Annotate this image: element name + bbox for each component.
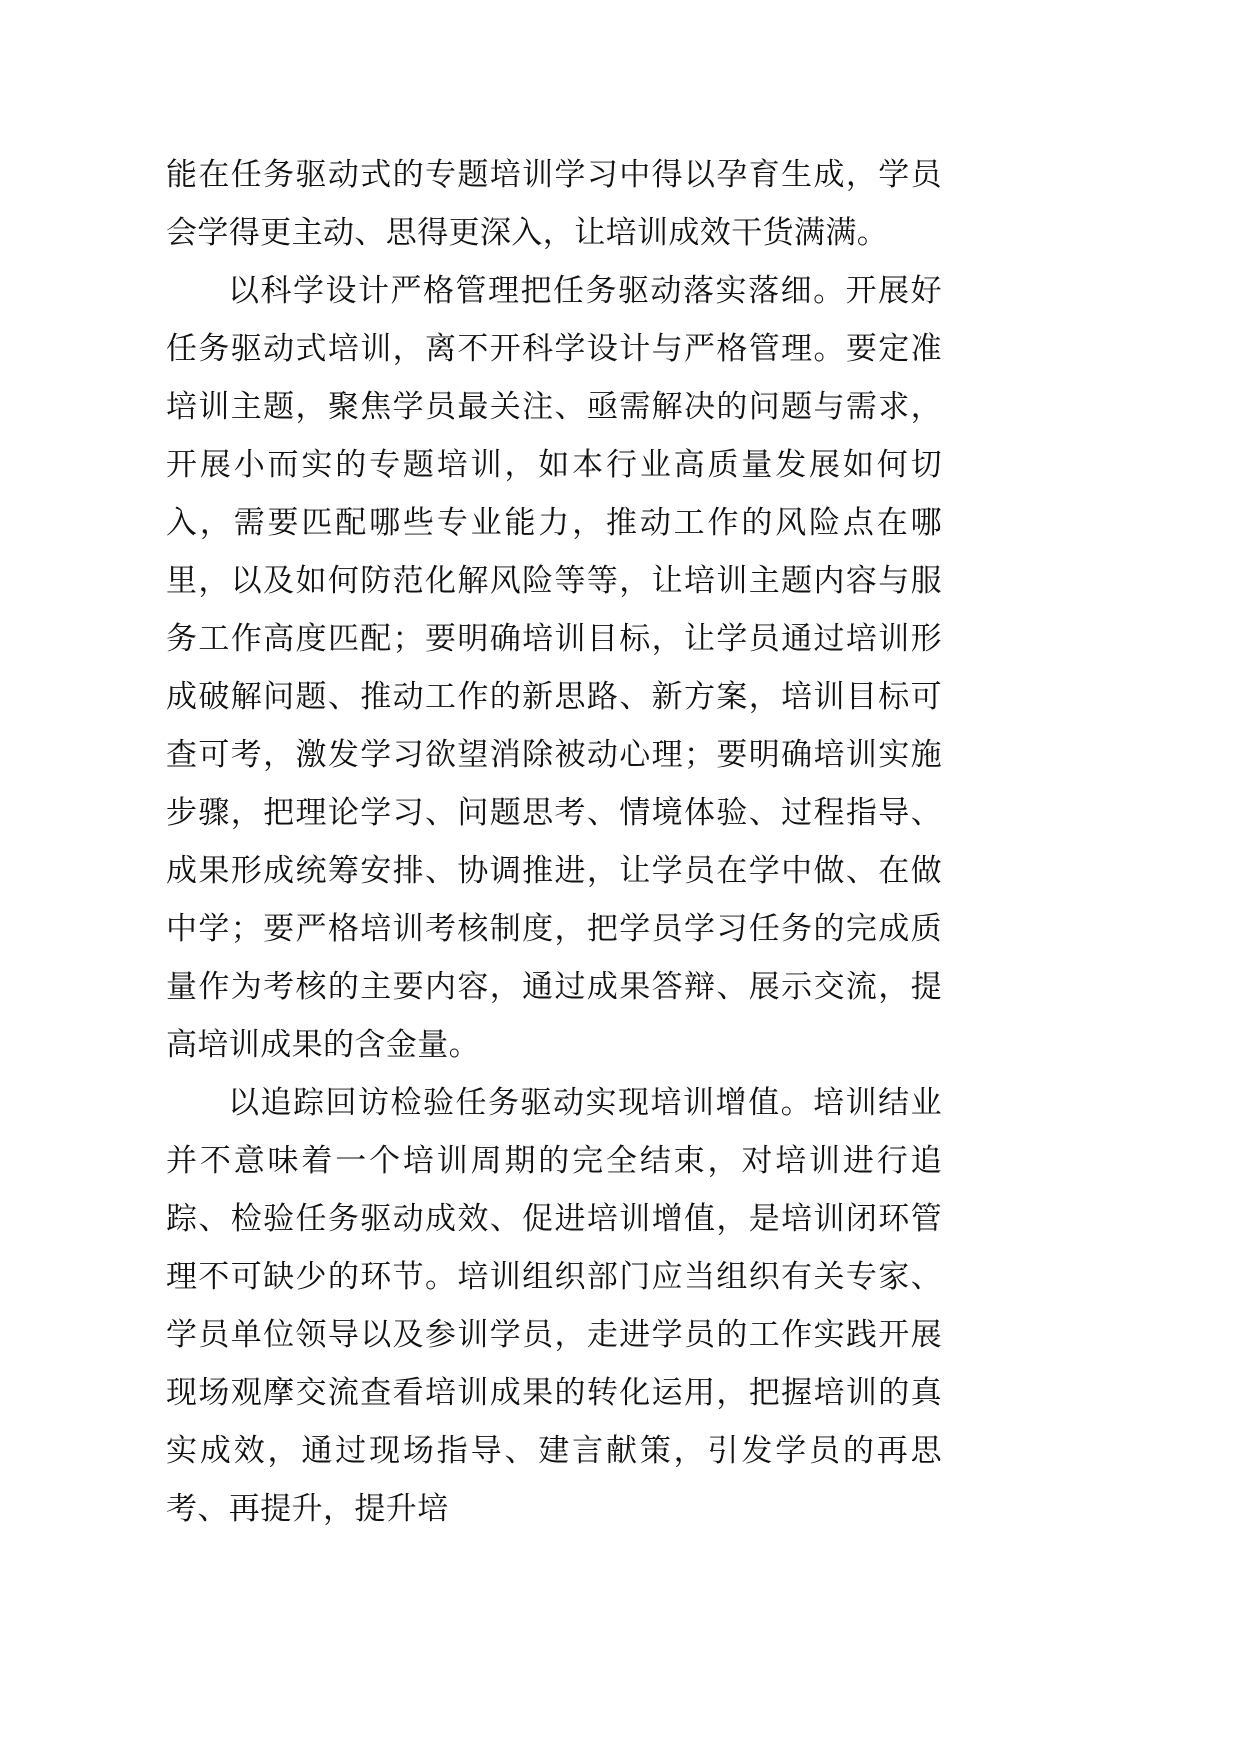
paragraph-scientific-design: 以科学设计严格管理把任务驱动落实落细。开展好任务驱动式培训，离不开科学设计与严格管理。要定准培训主题，聚焦学员最关注、亟需解决的问题与需求，开展小而实的专题培训，如本行业高质量发展如何切入，需要匹配哪些专业能力，推动工作的风险点在哪里，以及如何防范化解风险等等，让培训主题内容与服务工作高度匹配；要明确培训目标，让学员通过培训形成破解问题、推动工作的新思路、新方案，培训目标可查可考，激发学习欲望消除被动心理；要明确培训实施步骤，把理论学习、问题思考、情境体验、过程指导、成果形成统筹安排、协调推进，让学员在学中做、在做中学；要严格培训考核制度，把学员学习任务的完成质量作为考核的主要内容，通过成果答辩、展示交流，提高培训成果的含金量。 <box>166 273 942 1063</box>
document-body <box>166 146 942 1538</box>
paragraph-continuation: 能在任务驱动式的专题培训学习中得以孕育生成，学员会学得更主动、思得更深入，让培训成效干货满满。 <box>166 157 942 251</box>
paragraph-follow-up-visit: 以追踪回访检验任务驱动实现培训增值。培训结业并不意味着一个培训周期的完全结束，对培训进行追踪、检验任务驱动成效、促进培训增值，是培训闭环管理不可缺少的环节。培训组织部门应当组织有关专家、学员单位领导以及参训学员，走进学员的工作实践开展现场观摩交流查看培训成果的转化运用，把握培训的真实成效，通过现场指导、建言献策，引发学员的再思考、再提升，提升培 <box>166 1085 942 1527</box>
